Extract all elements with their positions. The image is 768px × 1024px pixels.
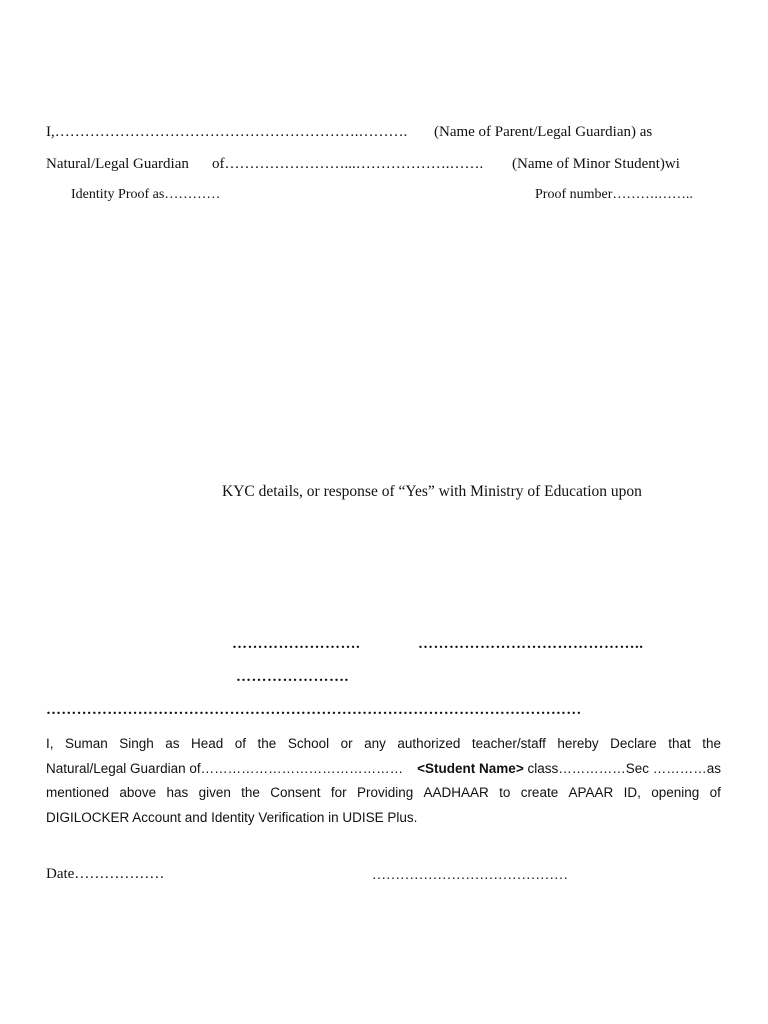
divider-text: ……………………………………………………………………………………………: [46, 702, 582, 718]
declaration-line-2: [46, 757, 721, 782]
minor-student-label: [512, 156, 680, 173]
guardian-of-blank: Natural/Legal Guardian of………………………………………: [46, 760, 404, 776]
dots-second-text: ………………….: [236, 669, 349, 685]
footer-signature-dots: [372, 868, 568, 884]
signature-dots-left: [232, 636, 360, 653]
identity-proof-field: [71, 187, 220, 203]
declaration-text-4: DIGILOCKER Account and Identity Verification in UDISE Plus.: [46, 809, 418, 825]
divider-dotted-line: [46, 702, 582, 719]
student-name-placeholder: <Student Name>: [417, 760, 524, 776]
date-field: [46, 866, 164, 883]
minor-name-blank: [212, 156, 483, 173]
natural-guardian-label: [46, 156, 189, 173]
head-declaration: [46, 732, 721, 830]
minor-name-dots: of……………………...……………….…….: [212, 156, 484, 172]
dots-right-text: ……………………………………..: [418, 636, 644, 652]
declaration-text-3: mentioned above has given the Consent for Providing AADHAAR to create APAAR ID, opening of: [46, 785, 721, 800]
footer-signature-text: ……………………………………: [372, 868, 568, 883]
parent-guardian-text: (Name of Parent/Legal Guardian) as: [434, 124, 653, 140]
proof-number-field: [535, 187, 693, 203]
declaration-text-1: I, Suman Singh as Head of the School or any authorized teacher/staff hereby Declare that the: [46, 736, 721, 751]
identity-proof-text: Identity Proof as…………: [71, 187, 221, 202]
consent-line-1: [46, 124, 407, 141]
natural-guardian-text: Natural/Legal Guardian: [46, 156, 189, 172]
declaration-line-4: [46, 806, 721, 831]
parent-guardian-label: [434, 124, 652, 141]
class-sec-blank: class……………Sec …………as: [527, 760, 721, 776]
signature-dots-right: [418, 636, 644, 653]
declaration-line-1: [46, 732, 721, 757]
date-label: Date………………: [46, 866, 165, 882]
parent-name-blank: I,…………………………………………………….……….: [46, 124, 408, 140]
minor-student-text: (Name of Minor Student)wi: [512, 156, 680, 172]
kyc-text: KYC details, or response of “Yes” with Ministry of Education upon: [222, 483, 642, 500]
declaration-line-3: [46, 781, 721, 806]
signature-dots-second: [236, 669, 349, 686]
dots-left-text: …………………….: [232, 636, 361, 652]
proof-number-text: Proof number……….……..: [535, 187, 693, 202]
kyc-line: [222, 483, 642, 501]
